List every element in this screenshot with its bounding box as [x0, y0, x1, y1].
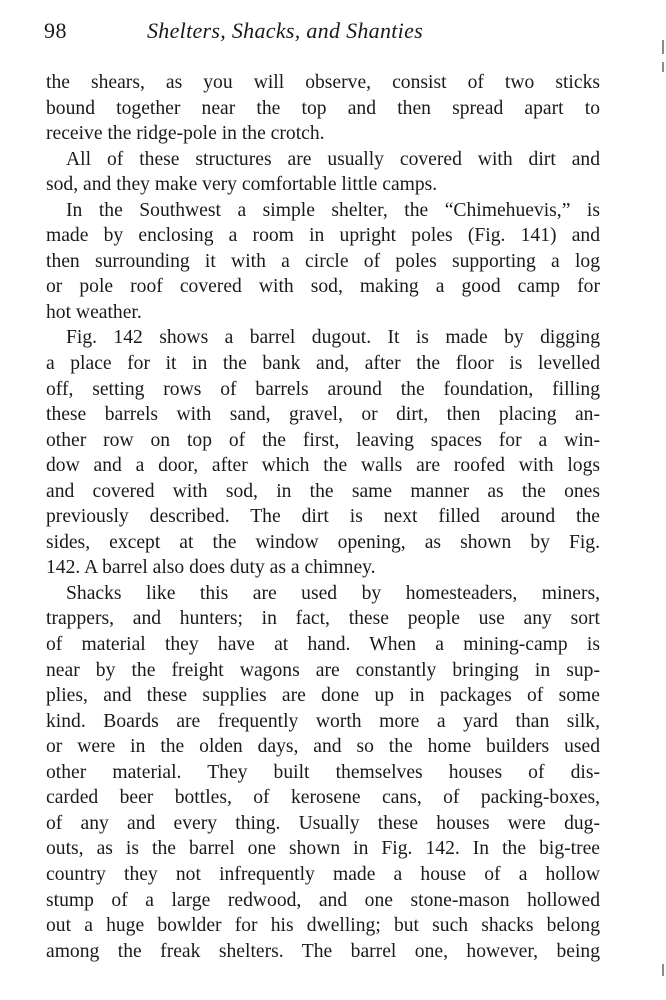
page-header — [44, 18, 604, 52]
text-line: and covered with sod, in the same manner as the ones — [46, 480, 600, 502]
text-line: 142. A barrel also does duty as a chimney. — [46, 557, 376, 579]
text-line: hot weather. — [46, 301, 142, 323]
text-line: Shacks like this are used by homesteaders, miners, — [66, 582, 600, 604]
text-line: or were in the olden days, and so the home builders used — [46, 736, 600, 758]
page-edge-mark — [662, 40, 664, 54]
text-line: other row on top of the first, leaving spaces for a win- — [46, 429, 600, 451]
text-line: plies, and these supplies are done up in packages of some — [46, 685, 600, 707]
text-line: All of these structures are usually covered with dirt and — [66, 148, 600, 170]
text-line: among the freak shelters. The barrel one, however, being — [46, 940, 600, 962]
text-line: made by enclosing a room in upright poles (Fig. 141) and — [46, 225, 600, 247]
text-line: In the Southwest a simple shelter, the “Chimehuevis,” is — [66, 199, 600, 221]
page-number: 98 — [44, 18, 67, 43]
text-line: sides, except at the window opening, as shown by Fig. — [46, 531, 600, 553]
text-line: near by the freight wagons are constantly bringing in sup- — [46, 659, 600, 681]
text-line: previously described. The dirt is next filled around the — [46, 506, 600, 528]
text-line: a place for it in the bank and, after the floor is levelled — [46, 353, 600, 375]
text-line: other material. They built themselves houses of dis- — [46, 761, 600, 783]
text-line: of any and every thing. Usually these houses were dug- — [46, 812, 600, 834]
text-line: country they not infrequently made a house of a hollow — [46, 863, 600, 885]
page-edge-mark — [662, 62, 664, 72]
text-line: then surrounding it with a circle of poles supporting a log — [46, 250, 600, 272]
text-line: outs, as is the barrel one shown in Fig. 142. In the big-tree — [46, 838, 600, 860]
text-line: stump of a large redwood, and one stone-mason hollowed — [46, 889, 600, 911]
text-line: trappers, and hunters; in fact, these people use any sort — [46, 608, 600, 630]
text-line: carded beer bottles, of kerosene cans, of packing-boxes, — [46, 787, 600, 809]
text-line: off, setting rows of barrels around the foundation, filling — [46, 378, 600, 400]
running-title: Shelters, Shacks, and Shanties — [147, 18, 424, 43]
text-line: of material they have at hand. When a mining-camp is — [46, 634, 600, 656]
body-text — [46, 70, 600, 964]
text-line: sod, and they make very comfortable little camps. — [46, 174, 438, 196]
text-line: Fig. 142 shows a barrel dugout. It is made by digging — [66, 327, 600, 349]
text-line: receive the ridge-pole in the crotch. — [46, 123, 325, 145]
text-line: out a huge bowlder for his dwelling; but such shacks belong — [46, 915, 600, 937]
page-edge-mark — [662, 964, 664, 976]
text-line: or pole roof covered with sod, making a good camp for — [46, 276, 600, 298]
text-line: kind. Boards are frequently worth more a yard than silk, — [46, 710, 600, 732]
text-line: these barrels with sand, gravel, or dirt, then placing an- — [46, 404, 600, 426]
text-line: bound together near the top and then spread apart to — [46, 97, 600, 119]
text-line: the shears, as you will observe, consist of two sticks — [46, 72, 600, 93]
text-line: dow and a door, after which the walls are roofed with logs — [46, 455, 600, 477]
